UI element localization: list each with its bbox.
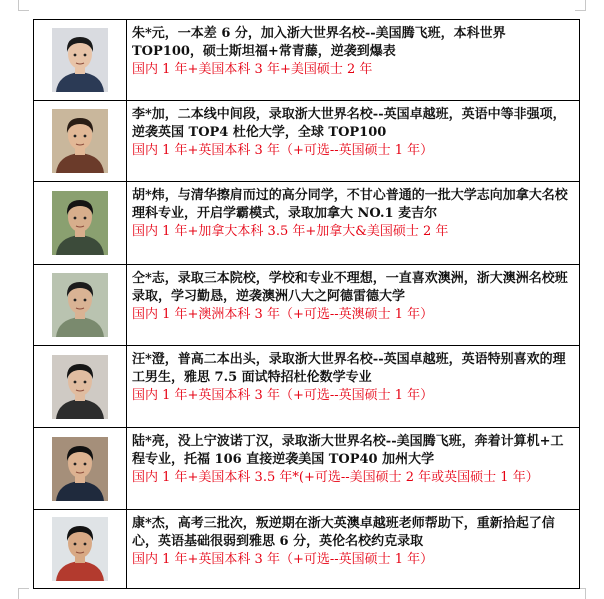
- student-photo: [52, 28, 108, 92]
- student-photo: [52, 437, 108, 501]
- text-cell: [127, 510, 580, 588]
- photo-cell: [34, 346, 127, 427]
- student-row: [34, 182, 580, 265]
- student-photo: [52, 517, 108, 581]
- student-row: [34, 265, 580, 346]
- photo-cell: [34, 101, 127, 181]
- photo-cell: [34, 265, 127, 345]
- photo-cell: [34, 428, 127, 509]
- study-path: 国内 1 年+英国本科 3 年（+可选--英国硕士 1 年）: [132, 143, 434, 158]
- student-description: 仝*志，录取三本院校，学校和专业不理想，一直喜欢澳洲，浙大澳洲名校班录取，学习勤恳，逆袭澳洲八大之阿德雷德大学: [132, 271, 568, 304]
- student-cases-table: [33, 19, 580, 589]
- student-description: 陆*亮，没上宁波诺丁汉，录取浙大世界名校--美国腾飞班，奔着计算机+工程专业，托福 106 直接逆袭美国 TOP40 加州大学: [132, 434, 564, 467]
- page-corner-mark: [575, 0, 586, 11]
- text-cell: [127, 428, 580, 509]
- student-photo: [52, 355, 108, 419]
- study-path: 国内 1 年+澳洲本科 3 年（+可选--英澳硕士 1 年）: [132, 307, 434, 322]
- text-cell: [127, 20, 580, 100]
- student-description: 康*杰，高考三批次，叛逆期在浙大英澳卓越班老师帮助下，重新拾起了信心，英语基础很弱到雅思 6 分，英伦名校约克录取: [132, 516, 555, 549]
- student-description: 朱*元，一本差 6 分，加入浙大世界名校--美国腾飞班，本科世界 TOP100，硕士斯坦福+常青藤，逆袭到爆表: [132, 26, 506, 59]
- photo-cell: [34, 182, 127, 264]
- page-corner-mark: [575, 588, 586, 599]
- student-description: 李*加，二本线中间段，录取浙大世界名校--英国卓越班，英语中等非强项，逆袭英国 TOP4 杜伦大学，全球 TOP100: [132, 107, 566, 140]
- student-photo: [52, 109, 108, 173]
- student-row: [34, 428, 580, 510]
- page-corner-mark: [18, 588, 29, 599]
- student-row: [34, 346, 580, 428]
- study-path: 国内 1 年+美国本科 3.5 年*(+可选--美国硕士 2 年或英国硕士 1 年）: [132, 470, 539, 485]
- photo-cell: [34, 20, 127, 100]
- student-row: [34, 101, 580, 182]
- student-description: 胡*炜，与清华擦肩而过的高分同学，不甘心普通的一批大学志向加拿大名校理科专业，开启学霸模式，录取加拿大 NO.1 麦吉尔: [132, 188, 568, 221]
- text-cell: [127, 346, 580, 427]
- student-photo: [52, 273, 108, 337]
- page-corner-mark: [18, 0, 29, 11]
- study-path: 国内 1 年+英国本科 3 年（+可选--英国硕士 1 年）: [132, 552, 434, 567]
- text-cell: [127, 182, 580, 264]
- study-path: 国内 1 年+美国本科 3 年+美国硕士 2 年: [132, 62, 373, 77]
- study-path: 国内 1 年+加拿大本科 3.5 年+加拿大&美国硕士 2 年: [132, 224, 449, 239]
- text-cell: [127, 265, 580, 345]
- student-photo: [52, 191, 108, 255]
- photo-cell: [34, 510, 127, 588]
- student-description: 汪*澄，普高二本出头，录取浙大世界名校--英国卓越班，英语特别喜欢的理工男生，雅思 7.5 面试特招杜伦数学专业: [132, 352, 566, 385]
- text-cell: [127, 101, 580, 181]
- study-path: 国内 1 年+英国本科 3 年（+可选--英国硕士 1 年）: [132, 388, 434, 403]
- student-row: [34, 20, 580, 101]
- student-row: [34, 510, 580, 589]
